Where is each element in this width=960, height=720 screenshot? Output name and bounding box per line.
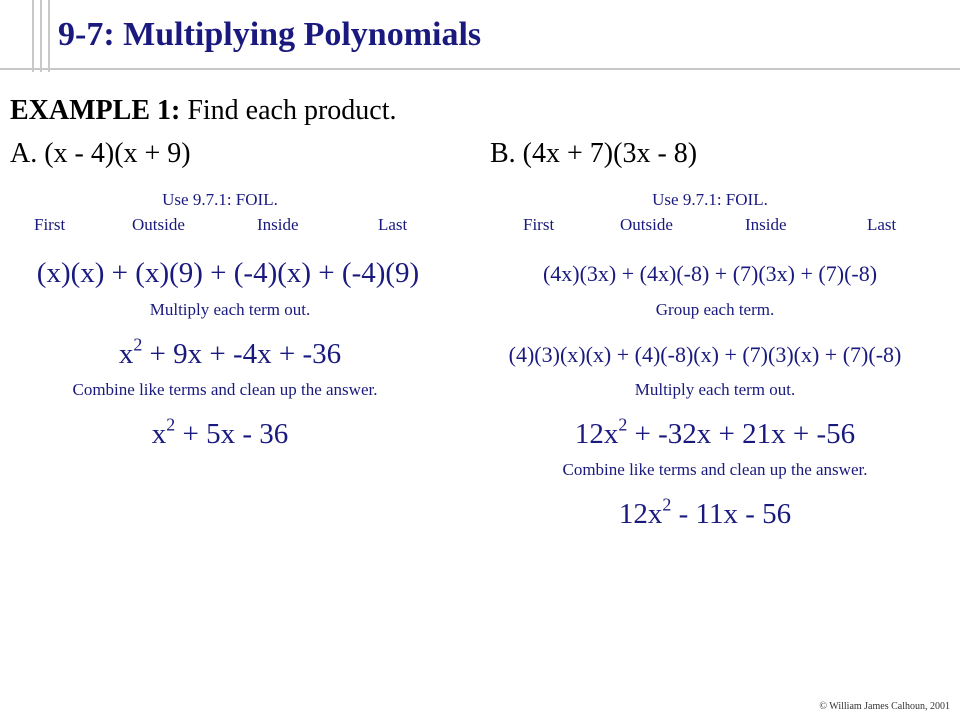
frame-horizontal-line: [0, 68, 960, 70]
note-a-step2: Combine like terms and clean up the answer.: [72, 380, 378, 399]
expression-b-step3-rest: + -32x + 21x + -56: [627, 418, 856, 450]
answer-b: [580, 494, 830, 531]
expression-a-step2-exponent: 2: [133, 334, 143, 355]
expression-b-step1: (4x)(3x) + (4x)(-8) + (7)(3x) + (7)(-8): [542, 261, 878, 286]
foil-inside-a: Inside: [257, 215, 299, 234]
foil-outside-b: Outside: [620, 215, 673, 234]
expression-a-step2-base: x: [118, 338, 134, 370]
foil-first-b: First: [523, 215, 555, 234]
answer-b-base: 12x: [618, 498, 663, 530]
note-b-step2: Multiply each term out.: [634, 380, 796, 399]
answer-b-rest: - 11x - 56: [671, 498, 792, 530]
expression-b-step3-base: 12x: [574, 418, 619, 450]
foil-last-b: Last: [867, 215, 897, 234]
note-b-step3: Combine like terms and clean up the answer.: [562, 460, 868, 479]
answer-a: [110, 414, 330, 451]
foil-outside-a: Outside: [132, 215, 185, 234]
expression-a-step1: (x)(x) + (x)(9) + (-4)(x) + (-4)(9): [36, 257, 420, 289]
use-note-a: Use 9.7.1: FOIL.: [162, 190, 278, 209]
expression-a-step2-rest: + 9x + -4x + -36: [142, 338, 342, 370]
copyright-notice: © William James Calhoun, 2001: [819, 701, 950, 712]
answer-b-exponent: 2: [662, 494, 672, 515]
frame-vertical-line-2: [40, 0, 42, 72]
expression-a-step2: [60, 334, 400, 371]
expression-b-step2: (4)(3)(x)(x) + (4)(-8)(x) + (7)(3)(x) + (7)(-8): [508, 342, 902, 367]
foil-inside-b: Inside: [745, 215, 787, 234]
note-b-step1: Group each term.: [655, 300, 775, 319]
expression-b-step3: [520, 414, 910, 451]
foil-last-a: Last: [378, 215, 408, 234]
use-note-b: Use 9.7.1: FOIL.: [652, 190, 768, 209]
answer-a-rest: + 5x - 36: [175, 418, 289, 450]
example-heading: [10, 95, 397, 127]
problem-a: A. (x - 4)(x + 9): [10, 138, 191, 169]
frame-vertical-line-1: [32, 0, 34, 72]
note-a-step1: Multiply each term out.: [149, 300, 311, 319]
example-text: Find each product.: [187, 95, 397, 126]
expression-b-step3-exponent: 2: [618, 414, 628, 435]
answer-a-base: x: [151, 418, 167, 450]
problem-b: B. (4x + 7)(3x - 8): [490, 138, 698, 169]
answer-a-exponent: 2: [166, 414, 176, 435]
foil-first-a: First: [34, 215, 66, 234]
slide-title: 9-7: Multiplying Polynomials: [58, 16, 482, 53]
example-label: EXAMPLE 1:: [10, 95, 181, 126]
frame-vertical-line-3: [48, 0, 50, 72]
